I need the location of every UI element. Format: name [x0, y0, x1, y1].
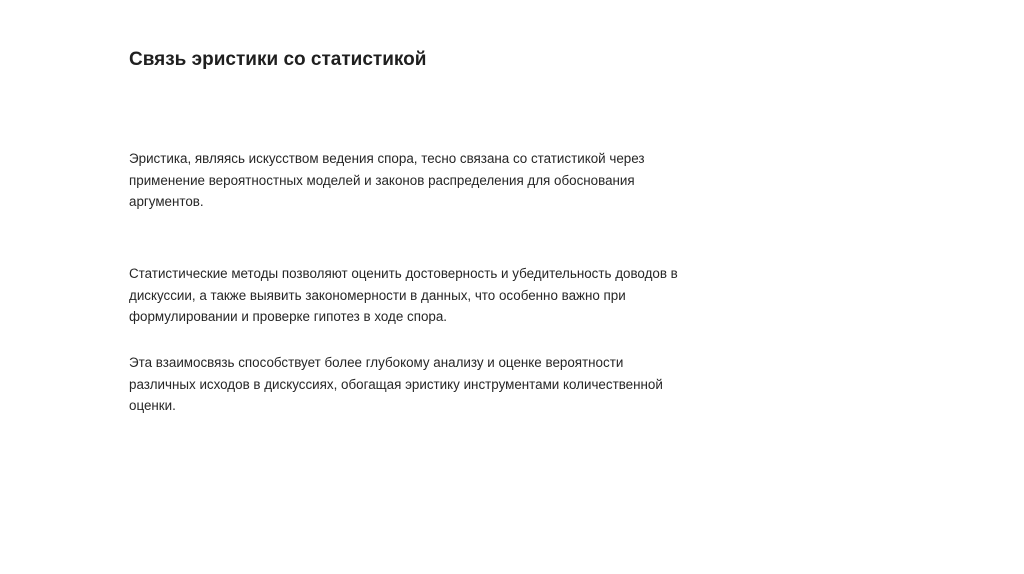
paragraph-3: Эта взаимосвязь способствует более глубокому анализу и оценке вероятности различных исходов в дискуссиях, обогащая эристику инструментами количественной оценки. — [129, 355, 663, 413]
paragraph-1: Эристика, являясь искусством ведения спора, тесно связана со статистикой через применение вероятностных моделей и законов распределения для обоснования аргументов. — [129, 151, 645, 209]
slide-title: Связь эристики со статистикой — [129, 49, 427, 70]
paragraph-2: Статистические методы позволяют оценить достоверность и убедительность доводов в дискуссии, а также выявить закономерности в данных, что особенно важно при формулировании и проверке гипотез в ходе спора. — [129, 266, 678, 324]
